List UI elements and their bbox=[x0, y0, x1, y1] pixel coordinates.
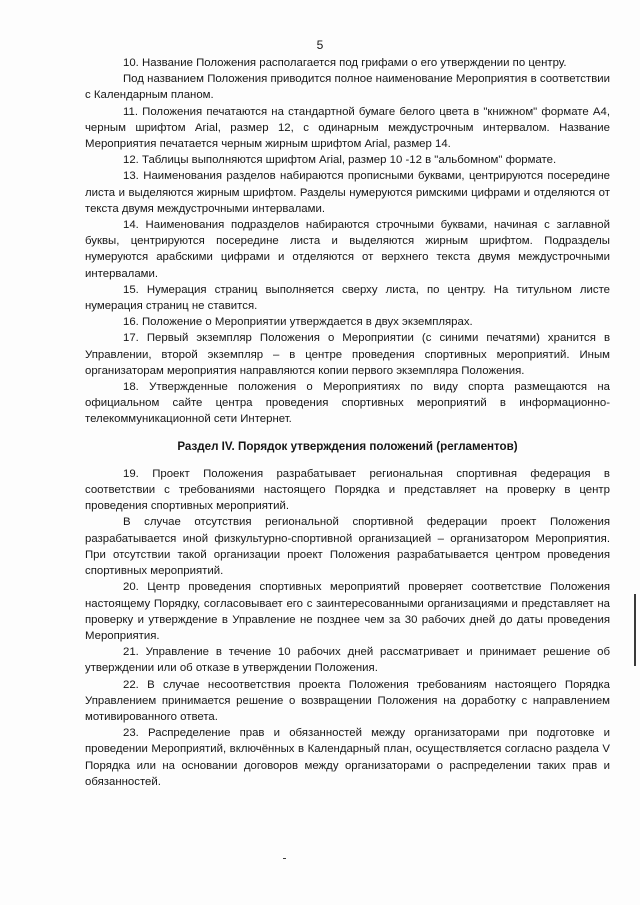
scan-edge-mark bbox=[634, 594, 636, 666]
paragraph-21: 21. Управление в течение 10 рабочих дней рассматривает и принимает решение об утверждении или об отказе в утверждении Положения. bbox=[85, 646, 610, 675]
scan-dot-mark bbox=[283, 858, 286, 859]
page-number: 5 bbox=[316, 38, 324, 52]
paragraph-17: 17. Первый экземпляр Положения о Мероприятии (с синими печатями) хранится в Управлении, второй экземпляр – в центре проведения спортивных мероприятий. Иным организаторам мероприятия направляются копии первого экземпляра Положения. bbox=[85, 332, 610, 377]
paragraph-13: 13. Наименования разделов набираются прописными буквами, центрируются посередине листа и выделяются жирным шрифтом. Разделы нумеруются римскими цифрами и отделяются от текста двумя междустрочными интервалами. bbox=[85, 170, 610, 215]
paragraph-20: 20. Центр проведения спортивных мероприятий проверяет соответствие Положения настоящему Порядку, согласовывает его с заинтересованными организациями и представляет на проверку и утверждение в Управление не позднее чем за 30 рабочих дней до даты проведения Мероприятия. bbox=[85, 581, 610, 642]
paragraph-19-continued: В случае отсутствия региональной спортивной федерации проект Положения разрабатывается иной физкультурно-спортивной организацией – организатором Мероприятия. При отсутствии такой организации проект Положения разрабатывается центром проведения спортивных мероприятий. bbox=[85, 516, 610, 578]
paragraph-11: 11. Положения печатаются на стандартной бумаге белого цвета в "книжном" формате А4, черным шрифтом Arial, размер 12, с одинарным междустрочным интервалом. Название Мероприятия печатается черным жирным шрифтом Arial, размер 14. bbox=[85, 105, 610, 151]
document-body bbox=[85, 55, 610, 790]
paragraph-10: 10. Название Положения располагается под грифами о его утверждении по центру. bbox=[123, 57, 567, 69]
paragraph-23: 23. Распределение прав и обязанностей между организаторами при подготовке и проведении Мероприятий, включённых в Календарный план, осуществляется согласно раздела V Порядка или на основании договоров между организаторами о распределении таких прав и обязанностей. bbox=[85, 727, 610, 788]
paragraph-16: 16. Положение о Мероприятии утверждается в двух экземплярах. bbox=[123, 316, 473, 329]
paragraph-18: 18. Утвержденные положения о Мероприятиях по виду спорта размещаются на официальном сайте центра проведения спортивных мероприятий в информационно-телекоммуникационной сети Интернет. bbox=[85, 381, 610, 426]
paragraph-10-continued: Под названием Положения приводится полное наименование Мероприятия в соответствии с Календарным планом. bbox=[85, 73, 610, 102]
paragraph-14: 14. Наименования подразделов набираются строчными буквами, начиная с заглавной буквы, центрируются посередине листа и выделяются жирным шрифтом. Подразделы нумеруются арабскими цифрами и отделяются от верхнего текста двумя междустрочными интервалами. bbox=[85, 219, 610, 280]
paragraph-22: 22. В случае несоответствия проекта Положения требованиям настоящего Порядка Управлением принимается решение о возвращении Положения на доработку с направлением мотивированного ответа. bbox=[85, 678, 610, 723]
paragraph-15: 15. Нумерация страниц выполняется сверху листа, по центру. На титульном листе нумерация страниц не ставится. bbox=[85, 283, 610, 313]
paragraph-19: 19. Проект Положения разрабатывает региональная спортивная федерация в соответствии с требованиями настоящего Порядка и представляет на проверку в центр проведения спортивных мероприятий. bbox=[85, 467, 610, 513]
paragraph-12: 12. Таблицы выполняются шрифтом Arial, размер 10 -12 в "альбомном" формате. bbox=[123, 154, 557, 167]
section-heading: Раздел IV. Порядок утверждения положений (регламентов) bbox=[177, 439, 518, 453]
